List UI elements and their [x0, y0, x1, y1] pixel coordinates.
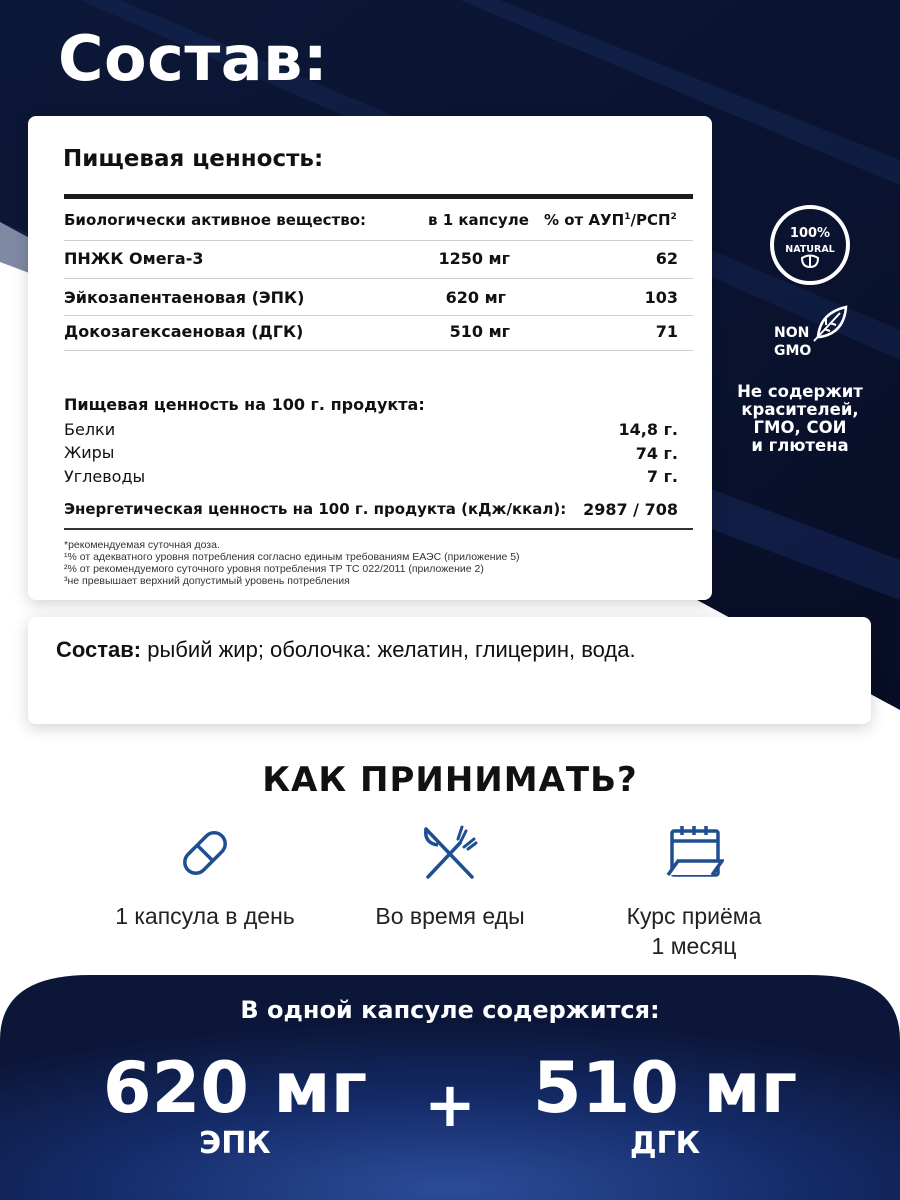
- composition-text: [56, 637, 636, 663]
- step-label-line: 1 месяц: [651, 933, 737, 959]
- step-capsule: [75, 823, 335, 931]
- footnotes: [64, 539, 520, 587]
- table-top-rule: [64, 194, 693, 199]
- macro-name-carbs: Углеводы: [64, 467, 146, 486]
- footnote: *рекомендуемая суточная доза.: [64, 539, 220, 551]
- step-label: [564, 901, 824, 961]
- natural-word-text: NATURAL: [785, 244, 835, 255]
- natural-badge-icon: [768, 203, 852, 287]
- macro-value-fat: 74 г.: [635, 444, 678, 463]
- macro-value-carbs: 7 г.: [646, 467, 678, 486]
- energy-value: 2987 / 708: [583, 500, 678, 519]
- composition-value: рыбий жир; оболочка: желатин, глицерин, вода.: [141, 637, 636, 662]
- step-label: 1 капсула в день: [115, 903, 295, 929]
- epa-value: 620 мг: [102, 1047, 368, 1129]
- leaf-icon: [770, 303, 850, 365]
- nutrition-title: Пищевая ценность:: [63, 146, 324, 172]
- how-to-title: КАК ПРИНИМАТЬ?: [262, 760, 638, 800]
- step-label-line: Курс приёма: [626, 903, 762, 929]
- plus-sign: +: [424, 1068, 476, 1141]
- free-from-line: Не содержит: [737, 382, 863, 401]
- composition-label: Состав:: [56, 637, 142, 662]
- row-percent-omega3: 62: [655, 249, 678, 268]
- row-name-dha: Докозагексаеновая (ДГК): [64, 322, 304, 341]
- non-gmo-badge: [770, 303, 850, 365]
- row-divider: [64, 278, 693, 279]
- row-divider: [64, 315, 693, 316]
- page-title: Состав:: [58, 22, 329, 95]
- row-amount-dha: 510 мг: [449, 322, 510, 341]
- free-from-line: красителей,: [741, 400, 859, 419]
- dha-value: 510 мг: [532, 1047, 798, 1129]
- per100-title: Пищевая ценность на 100 г. продукта:: [64, 395, 425, 414]
- row-name-epa: Эйкозапентаеновая (ЭПК): [64, 288, 305, 307]
- composition-card: [28, 617, 871, 724]
- free-from-text: [720, 383, 880, 455]
- nongmo-line1-text: NON: [774, 325, 810, 341]
- footnote: ¹% от адекватного уровня потребления согласно единым требованиям ЕАЭС (приложение 5): [64, 551, 520, 563]
- capsule-content-caption: В одной капсуле содержится:: [240, 996, 660, 1024]
- step-meal: [320, 823, 580, 931]
- epa-block: [90, 1047, 380, 1161]
- epa-label: ЭПК: [199, 1126, 271, 1161]
- row-divider: [64, 240, 693, 241]
- free-from-line: ГМО, СОИ: [753, 418, 847, 437]
- row-percent-dha: 71: [655, 322, 678, 341]
- footnote: ²% от рекомендуемого суточного уровня потребления ТР ТС 022/2011 (приложение 2): [64, 563, 484, 575]
- macro-name-fat: Жиры: [64, 443, 115, 462]
- header-percent: % от АУП$^1$/РСП$^2$: [544, 211, 677, 229]
- step-course: [564, 823, 824, 961]
- dha-label: ДГК: [629, 1126, 701, 1161]
- footnote: ³не превышает верхний допустимый уровень потребления: [64, 575, 350, 587]
- nongmo-line2-text: GMO: [774, 343, 812, 359]
- row-divider: [64, 350, 693, 351]
- capsule-icon: [175, 823, 235, 883]
- free-from-line: и глютена: [751, 436, 849, 455]
- row-percent-epa: 103: [644, 288, 678, 307]
- macro-value-protein: 14,8 г.: [618, 420, 678, 439]
- energy-label: Энергетическая ценность на 100 г. продукта (кДж/ккал):: [64, 500, 567, 518]
- row-name-omega3: ПНЖК Омега-3: [64, 249, 204, 268]
- row-amount-omega3: 1250 мг: [438, 249, 510, 268]
- nutrition-card: [28, 116, 712, 600]
- header-per-capsule: в 1 капсуле: [428, 211, 529, 229]
- calendar-icon: [664, 823, 724, 883]
- row-amount-epa: 620 мг: [445, 288, 506, 307]
- table-bottom-rule: [64, 528, 693, 530]
- dha-block: [520, 1047, 810, 1161]
- macro-name-protein: Белки: [64, 420, 116, 439]
- header-substance: Биологически активное вещество:: [64, 211, 367, 229]
- natural-percent-text: 100%: [789, 226, 831, 241]
- step-label: Во время еды: [375, 903, 525, 929]
- fork-knife-icon: [420, 823, 480, 883]
